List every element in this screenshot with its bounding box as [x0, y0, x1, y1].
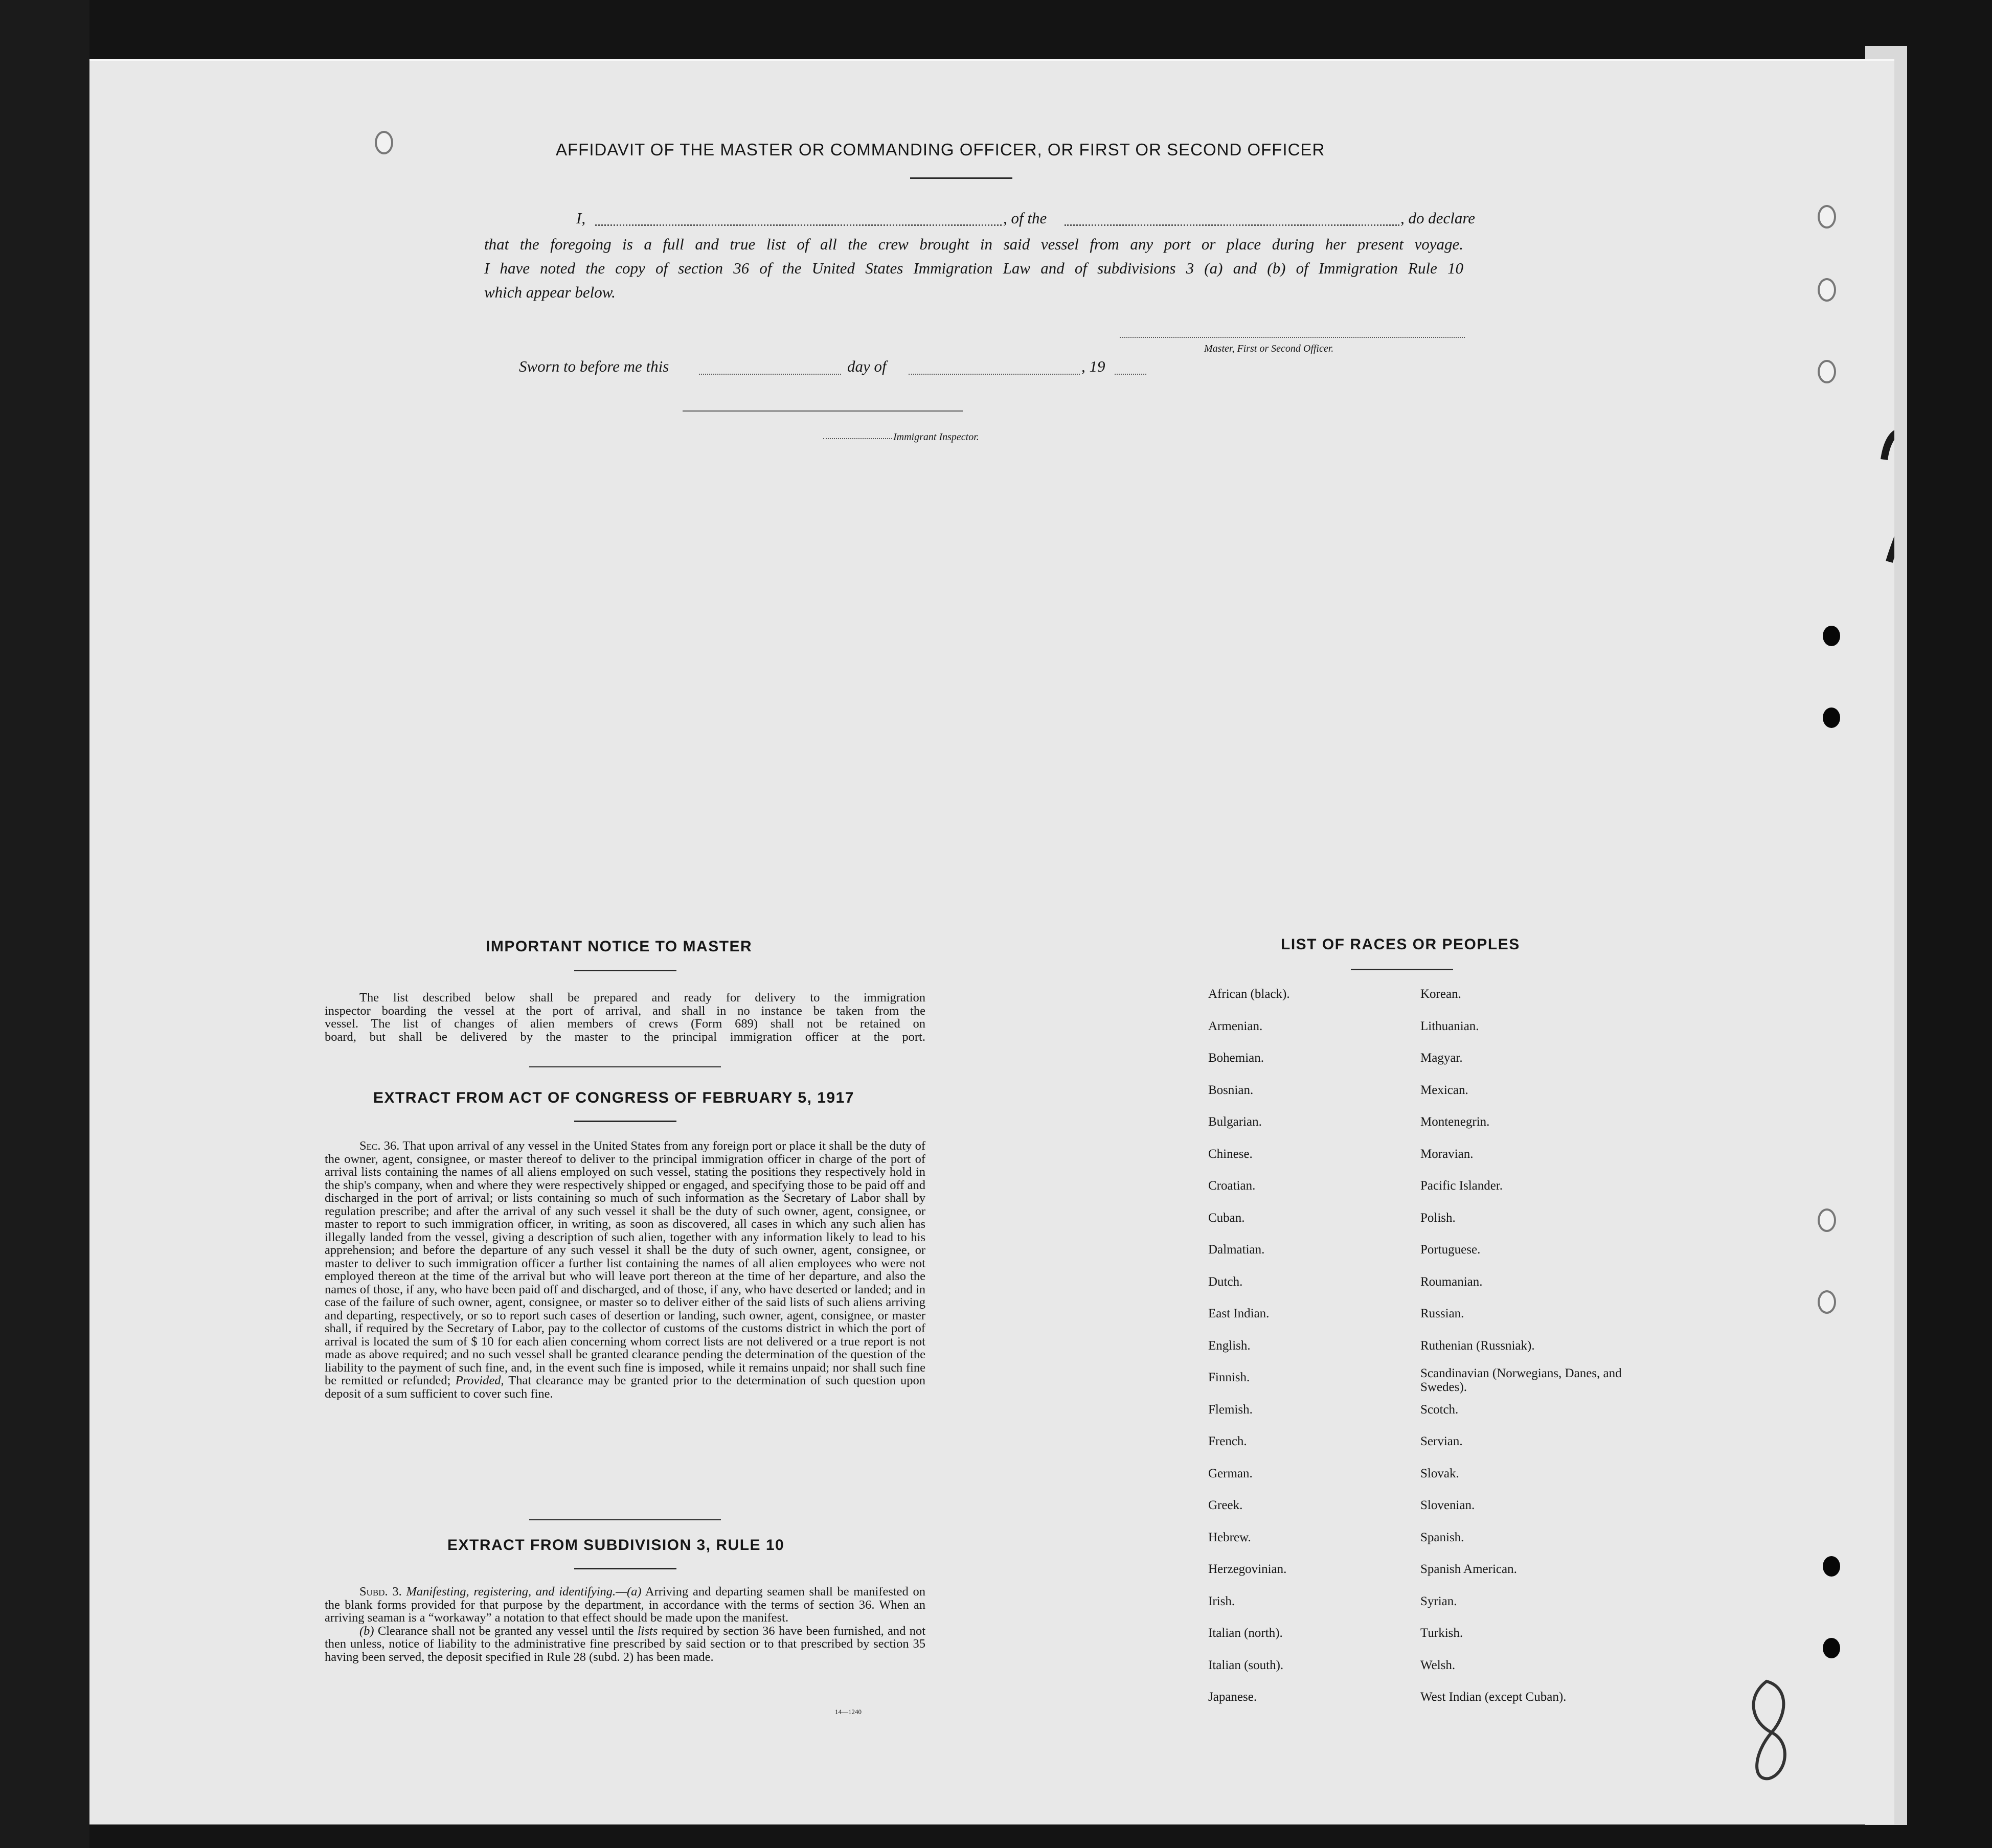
decl-i: I,: [576, 209, 586, 227]
notice-text: [325, 991, 925, 1043]
sworn-year-blank[interactable]: [1115, 374, 1146, 375]
race-item: Chinese.: [1208, 1147, 1253, 1161]
race-item: Slovenian.: [1420, 1498, 1475, 1512]
para-a-text: Arriving and departing seamen shall be manifested on the blank forms provided for that purpose by the department, in accordance with the terms of section 36. When an arriving seaman is a “workaway” a notation to that effect should be made upon the manifest.: [325, 1585, 925, 1625]
race-item: Welsh.: [1420, 1658, 1456, 1672]
race-item: Polish.: [1420, 1211, 1456, 1225]
punch-hole: [1818, 360, 1836, 383]
race-item: Pacific Islander.: [1420, 1179, 1503, 1193]
title-rule: [910, 177, 1012, 179]
race-item: Servian.: [1420, 1434, 1463, 1448]
punch-hole: [1818, 1290, 1836, 1314]
notice-line-3: vessel. The list of changes of alien members of crews (Form 689) shall not be retained on: [325, 1017, 925, 1031]
race-item: Dalmatian.: [1208, 1243, 1265, 1257]
vessel-blank[interactable]: [1065, 224, 1399, 226]
sworn-year: , 19: [1081, 357, 1105, 375]
race-item: Italian (north).: [1208, 1626, 1283, 1640]
punch-hole: [1818, 278, 1836, 302]
inspector-dots: [823, 438, 892, 439]
decl-of-the: , of the: [1003, 209, 1047, 227]
declaration-line-4: which appear below.: [484, 283, 616, 301]
act-separator: [529, 1519, 721, 1520]
race-item: Mexican.: [1420, 1083, 1468, 1097]
races-rule: [1351, 969, 1453, 970]
subd-label: Subd. 3.: [359, 1585, 402, 1599]
b-label: (b): [359, 1624, 374, 1638]
race-item: Montenegrin.: [1420, 1115, 1490, 1129]
inspector-caption: Immigrant Inspector.: [893, 431, 979, 443]
race-item: Russian.: [1420, 1307, 1464, 1320]
punch-hole: [375, 131, 393, 154]
notice-rule: [574, 970, 676, 971]
punch-hole: [1818, 205, 1836, 229]
rule-extract-title: EXTRACT FROM SUBDIVISION 3, RULE 10: [447, 1537, 785, 1554]
handwritten-page-number: [1879, 393, 1894, 782]
rule-para-b: [325, 1625, 925, 1664]
inspector-signature-line[interactable]: [683, 410, 963, 412]
punch-hole: [1823, 708, 1840, 728]
race-item: Italian (south).: [1208, 1658, 1284, 1672]
race-item: Korean.: [1420, 987, 1461, 1001]
form-number: 14—1240: [835, 1708, 862, 1716]
race-item: Syrian.: [1420, 1594, 1457, 1608]
notice-line-4: board, but shall be delivered by the master to the principal immigration officer at the port.: [325, 1030, 925, 1044]
race-item: African (black).: [1208, 987, 1290, 1001]
race-item: Croatian.: [1208, 1179, 1256, 1193]
sworn-prefix: Sworn to before me this: [519, 357, 669, 375]
handwritten-mark: [1741, 1676, 1802, 1789]
sworn-line: [519, 357, 1184, 380]
decl-do-declare: , do declare: [1400, 209, 1476, 227]
document-page: [89, 59, 1894, 1824]
race-item: English.: [1208, 1338, 1251, 1353]
race-item: Hebrew.: [1208, 1530, 1251, 1544]
race-item: Bohemian.: [1208, 1051, 1264, 1065]
act-extract-title: EXTRACT FROM ACT OF CONGRESS OF FEBRUARY 5, 1917: [373, 1089, 854, 1106]
races-title: LIST OF RACES OR PEOPLES: [1281, 936, 1520, 953]
race-item: Lithuanian.: [1420, 1019, 1479, 1033]
race-item: Japanese.: [1208, 1690, 1257, 1704]
race-item: French.: [1208, 1434, 1247, 1448]
race-item: Moravian.: [1420, 1147, 1474, 1161]
proviso-label: Provided,: [455, 1374, 504, 1387]
act-extract-text: [325, 1139, 925, 1400]
punch-hole: [1823, 1556, 1840, 1577]
signature-line[interactable]: [1120, 337, 1465, 338]
rule-extract-rule: [574, 1568, 676, 1569]
notice-separator: [529, 1066, 721, 1067]
race-item: Greek.: [1208, 1498, 1243, 1512]
punch-hole: [1823, 1638, 1840, 1658]
race-item: Flemish.: [1208, 1402, 1253, 1417]
rule-para-a: [325, 1585, 925, 1625]
race-item: Armenian.: [1208, 1019, 1263, 1033]
race-item: Turkish.: [1420, 1626, 1463, 1640]
punch-hole: [1823, 626, 1840, 646]
race-item: West Indian (except Cuban).: [1420, 1690, 1567, 1704]
sworn-day-blank[interactable]: [699, 374, 841, 375]
sworn-month-blank[interactable]: [909, 374, 1080, 375]
sworn-day-of: day of: [847, 357, 887, 375]
scan-left-margin: [0, 0, 89, 1848]
signature-caption: Master, First or Second Officer.: [1204, 343, 1334, 354]
race-item: Roumanian.: [1420, 1274, 1483, 1289]
para-b-lists: lists: [637, 1624, 658, 1638]
para-b-1: Clearance shall not be granted any vessel until the: [377, 1624, 634, 1638]
sec-label: Sec. 36.: [359, 1139, 400, 1153]
affidavit-title: AFFIDAVIT OF THE MASTER OR COMMANDING OFFICER, OR FIRST OR SECOND OFFICER: [556, 140, 1325, 159]
race-item: Portuguese.: [1420, 1243, 1481, 1257]
race-item: Bulgarian.: [1208, 1115, 1262, 1129]
race-item: Slovak.: [1420, 1466, 1459, 1480]
declaration-line-1: [484, 209, 1476, 230]
race-item: East Indian.: [1208, 1307, 1270, 1320]
sec-36-text: That upon arrival of any vessel in the United States from any foreign port or place it shall be the duty of the owner, agent, consignee, or master thereof to deliver to the principal immigration officer in charge of the port of arrival lists containing the names of all aliens employed on such vessel, stating the positions they respectively hold in the ship's company, when and where they were respectively shipped or engaged, and specifying those to be paid off and discharged in the port of arrival; or lists containing so much of such information as the Secretary of Labor shall by regulation prescribe; and after the arrival of any such vessel it shall be the duty of such owner, agent, consignee, or master to report to such immigration officer, in writing, as soon as discovered, all cases in which any such alien has illegally landed from the vessel, giving a description of such alien, together with any information likely to lead to his apprehension; and before the departure of any such vessel it shall be the duty of such owner, agent, consignee, or master to deliver to such immigration officer a further list containing the names of all alien employees who were not employed thereon at the time of the arrival but who will leave port thereon at the time of her departure, and also the names of those, if any, who have been paid off and discharged, and of those, if any, who have deserted or landed; and in case of the failure of such owner, agent, consignee, or master so to deliver either of the said lists of such aliens arriving and departing, respectively, or so to report such cases of desertion or landing, such owner, agent, consignee, or master shall, if required by the Secretary of Labor, pay to the collector of customs of the customs district in which the port of arrival is located the sum of $ 10 for each alien concerning whom correct lists are not delivered or a true report is not made as above required; and no such vessel shall be granted clearance pending the determination of the question of the liability to the payment of such fine, and, in the event such fine is imposed, while it remains unpaid; nor shall such fine be remitted or refunded;: [325, 1139, 926, 1387]
declaration-line-3: I have noted the copy of section 36 of the United States Immigration Law and of subdivisions 3 (a) and (b) of Immigration Rule 10: [484, 259, 1463, 277]
race-item: Scotch.: [1420, 1402, 1459, 1417]
race-item: Herzegovinian.: [1208, 1562, 1287, 1576]
notice-line-2: inspector boarding the vessel at the port of arrival, and shall in no instance be taken from the: [325, 1003, 925, 1018]
subd-heading: Manifesting, registering, and identifying.—(a): [406, 1585, 642, 1599]
race-item: Scandinavian (Norwegians, Danes, and Swedes).: [1420, 1366, 1622, 1394]
declaration-line-2: that the foregoing is a full and true list of all the crew brought in said vessel from any port or place during her present voyage.: [484, 235, 1463, 253]
race-item: Dutch.: [1208, 1274, 1243, 1289]
race-item: Bosnian.: [1208, 1083, 1254, 1097]
race-item: Spanish American.: [1420, 1562, 1517, 1576]
notice-title: IMPORTANT NOTICE TO MASTER: [486, 938, 753, 955]
race-item: Ruthenian (Russniak).: [1420, 1338, 1535, 1353]
proviso-text: That clearance may be granted prior to the determination of such question upon deposit of a sum sufficient to cover such fine.: [325, 1374, 925, 1401]
race-item: Finnish.: [1208, 1371, 1250, 1384]
name-blank[interactable]: [595, 224, 1002, 226]
punch-hole: [1818, 1208, 1836, 1232]
race-item: German.: [1208, 1466, 1253, 1480]
race-item: Spanish.: [1420, 1530, 1464, 1544]
act-rule: [574, 1121, 676, 1122]
races-left-column: [1208, 987, 1413, 1769]
para-b-2: required by section 36 have been furnished, and not then unless, notice of liability to the administrative fine prescribed by said section or to that prescribed by section 35 having been served, the deposit specified in Rule 28 (subd. 2) has been made.: [325, 1624, 926, 1664]
notice-line-1: The list described below shall be prepared and ready for delivery to the immigration: [359, 991, 925, 1005]
rule-extract-text: [325, 1585, 925, 1663]
race-item: Irish.: [1208, 1594, 1235, 1608]
race-item: Magyar.: [1420, 1051, 1463, 1065]
races-right-column: [1420, 987, 1635, 1769]
race-item: Cuban.: [1208, 1211, 1245, 1225]
